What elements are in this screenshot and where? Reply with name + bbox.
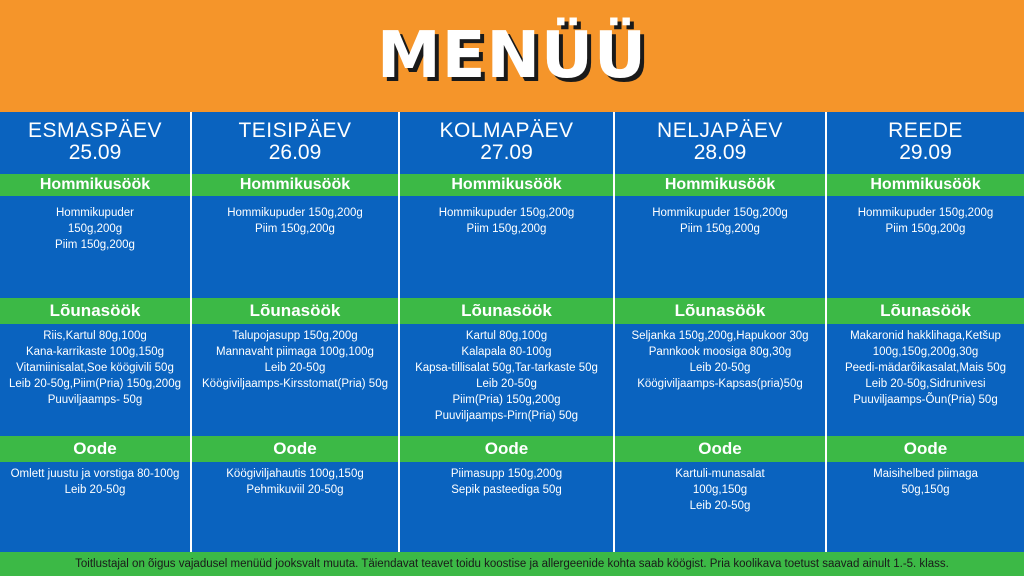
- breakfast-items: [400, 205, 613, 237]
- day-column: [615, 112, 825, 552]
- day-header: [400, 120, 613, 164]
- breakfast-items: [827, 205, 1024, 237]
- menu-item: Puuviljaamps-Pirn(Pria) 50g: [434, 410, 579, 422]
- snack-items: [615, 466, 825, 514]
- day-header: [192, 120, 398, 164]
- menu-item: Hommikupuder 150g,200g: [652, 207, 788, 219]
- menu-item: Piim 150g,200g: [466, 223, 547, 235]
- menu-item: Piim 150g,200g: [680, 223, 760, 235]
- meal-label-breakfast: Hommikusöök: [0, 174, 190, 196]
- page-title: MENÜÜ: [377, 19, 647, 93]
- day-date: 28.09: [693, 141, 747, 164]
- menu-item: Maisihelbed piimaga: [873, 468, 978, 480]
- day-column: [827, 112, 1024, 552]
- menu-item: Hommikupuder: [56, 207, 134, 219]
- menu-item: Makaronid hakklihaga,Ketšup: [850, 330, 1001, 342]
- menu-item: Mannavaht piimaga 100g,100g: [216, 346, 374, 358]
- menu-item: Leib 20-50g,Piim(Pria) 150g,200g: [9, 378, 181, 390]
- lunch-items: [0, 328, 190, 408]
- footer-note: Toitlustajal on õigus vajadusel menüüd jooksvalt muuta. Täiendavat teavet toidu koostise ja allergeenide kohta saab köögist. Pria koolikava toetust saavad ainult 1.-5. klass.: [0, 552, 1024, 576]
- meal-label-lunch: Lõunasöök: [192, 298, 398, 324]
- menu-item: Leib 20-50g: [264, 362, 326, 374]
- meal-label-lunch: Lõunasöök: [827, 298, 1024, 324]
- menu-item: Sepik pasteediga 50g: [451, 484, 562, 496]
- meal-label-lunch: Lõunasöök: [615, 298, 825, 324]
- day-header: [615, 120, 825, 164]
- menu-item: Köögiviljahautis 100g,150g: [226, 468, 364, 480]
- menu-item: Piim(Pria) 150g,200g: [452, 394, 561, 406]
- day-date: 26.09: [268, 141, 322, 164]
- menu-item: Kartuli-munasalat: [675, 468, 765, 480]
- meal-label-snack: Oode: [615, 436, 825, 462]
- day-header: [0, 120, 190, 164]
- meal-label-snack: Oode: [827, 436, 1024, 462]
- menu-item: Kana-karrikaste 100g,150g: [25, 346, 165, 358]
- menu-item: Piim 150g,200g: [255, 223, 335, 235]
- menu-item: Köögiviljaamps-Kapsas(pria)50g: [637, 378, 803, 390]
- menu-item: Leib 20-50g: [476, 378, 537, 390]
- meal-label-lunch: Lõunasöök: [0, 298, 190, 324]
- meal-label-breakfast: Hommikusöök: [615, 174, 825, 196]
- meal-label-snack: Oode: [0, 436, 190, 462]
- menu-item: Köögiviljaamps-Kirsstomat(Pria) 50g: [202, 378, 388, 390]
- menu-item: Puuviljaamps-Õun(Pria) 50g: [853, 394, 998, 406]
- snack-items: [192, 466, 398, 498]
- day-date: 27.09: [480, 141, 533, 164]
- menu-item: Piimasupp 150g,200g: [450, 468, 563, 480]
- menu-item: Riis,Kartul 80g,100g: [43, 330, 147, 342]
- menu-item: Leib 20-50g: [689, 362, 751, 374]
- menu-item: Kartul 80g,100g: [465, 330, 548, 342]
- menu-grid: [0, 112, 1024, 552]
- breakfast-items: [192, 205, 398, 237]
- meal-label-lunch: Lõunasöök: [400, 298, 613, 324]
- menu-item: Piim 150g,200g: [55, 239, 135, 251]
- meal-label-breakfast: Hommikusöök: [400, 174, 613, 196]
- menu-item: Leib 20-50g: [689, 500, 751, 512]
- day-name: TEISIPÄEV: [238, 119, 352, 142]
- menu-item: Pehmikuviil 20-50g: [246, 484, 344, 496]
- lunch-items: [400, 328, 613, 424]
- day-name: NELJAPÄEV: [657, 119, 783, 142]
- day-header: [827, 120, 1024, 164]
- menu-item: Pannkook moosiga 80g,30g: [648, 346, 792, 358]
- day-column: [400, 112, 613, 552]
- meal-label-breakfast: Hommikusöök: [827, 174, 1024, 196]
- menu-item: Hommikupuder 150g,200g: [227, 207, 363, 219]
- day-column: [0, 112, 190, 552]
- menu-item: Kalapala 80-100g: [461, 346, 552, 358]
- menu-item: Puuviljaamps- 50g: [47, 394, 143, 406]
- day-name: KOLMAPÄEV: [439, 119, 574, 142]
- lunch-items: [615, 328, 825, 392]
- menu-item: 150g,200g: [67, 223, 123, 235]
- menu-item: Hommikupuder 150g,200g: [438, 207, 575, 219]
- day-column: [192, 112, 398, 552]
- menu-item: Peedi-mädarõikasalat,Mais 50g: [844, 362, 1007, 374]
- lunch-items: [192, 328, 398, 392]
- day-name: REEDE: [888, 119, 963, 142]
- menu-item: Hommikupuder 150g,200g: [857, 207, 994, 219]
- snack-items: [0, 466, 190, 498]
- menu-item: Vitamiinisalat,Soe köögivili 50g: [16, 362, 174, 374]
- meal-label-snack: Oode: [192, 436, 398, 462]
- menu-item: Piim 150g,200g: [885, 223, 966, 235]
- menu-item: 100g,150g,200g,30g: [872, 346, 979, 358]
- meal-label-snack: Oode: [400, 436, 613, 462]
- breakfast-items: [615, 205, 825, 237]
- breakfast-items: [0, 205, 190, 253]
- snack-items: [827, 466, 1024, 498]
- menu-item: Kapsa-tillisalat 50g,Tar-tarkaste 50g: [415, 362, 598, 374]
- menu-item: Leib 20-50g,Sidrunivesi: [865, 378, 986, 390]
- day-name: ESMASPÄEV: [27, 119, 163, 142]
- day-date: 29.09: [899, 141, 952, 164]
- snack-items: [400, 466, 613, 498]
- menu-item: Seljanka 150g,200g,Hapukoor 30g: [631, 330, 809, 342]
- menu-item: Leib 20-50g: [64, 484, 126, 496]
- menu-item: 50g,150g: [901, 484, 950, 496]
- lunch-items: [827, 328, 1024, 408]
- menu-item: Omlett juustu ja vorstiga 80-100g: [10, 468, 180, 480]
- menu-item: Talupojasupp 150g,200g: [232, 330, 358, 342]
- meal-label-breakfast: Hommikusöök: [192, 174, 398, 196]
- menu-item: 100g,150g: [692, 484, 748, 496]
- day-date: 25.09: [68, 141, 122, 164]
